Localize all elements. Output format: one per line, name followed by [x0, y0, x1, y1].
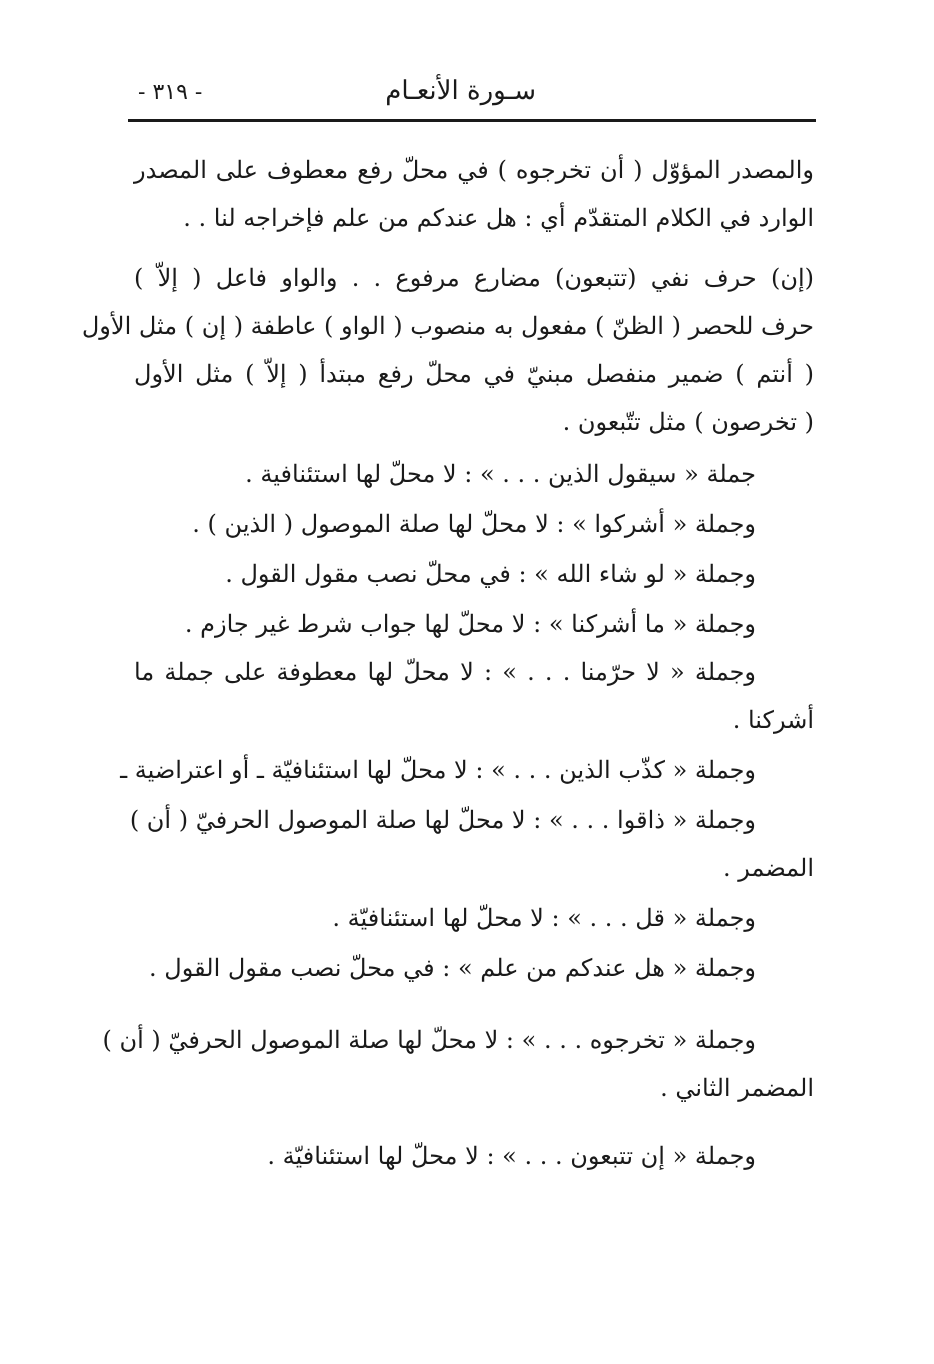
sentence-item: [332, 894, 756, 942]
paragraph-masdar: [134, 146, 814, 242]
header-divider: [128, 119, 816, 122]
sentence-item: [134, 648, 814, 744]
text-line: وجملة « أشركوا » : لا محلّ لها صلة الموصول ( الذين ) .: [192, 510, 756, 538]
page-number: - ٣١٩ -: [138, 80, 203, 105]
text-line: وجملة « ذاقوا . . . » : لا محلّ لها صلة الموصول الحرفيّ ( أن ): [129, 806, 756, 834]
sentence-item: [192, 500, 756, 548]
text-line: وجملة « هل عندكم من علم » : في محلّ نصب مقول القول .: [149, 954, 756, 982]
text-line: وجملة « لا حرّمنا . . . » : لا محلّ لها معطوفة على جملة ما: [134, 658, 756, 686]
text-line: وجملة « إن تتبعون . . . » : لا محلّ لها استئنافيّة .: [267, 1142, 756, 1170]
text-line: ( تخرصون ) مثل تتّبعون .: [562, 408, 814, 436]
sentence-item: [267, 1132, 756, 1180]
sentence-item: [120, 746, 756, 794]
text-line: ( أنتم ) ضمير منفصل مبنيّ في محلّ رفع مبتدأ ( إلاّ ) مثل الأول: [134, 360, 814, 388]
sentence-item: [129, 796, 814, 892]
text-line: وجملة « كذّب الذين . . . » : لا محلّ لها استئنافيّة ـ أو اعتراضية ـ: [120, 756, 756, 784]
text-line: وجملة « قل . . . » : لا محلّ لها استئنافيّة .: [332, 904, 756, 932]
text-line: وجملة « لو شاء الله » : في محلّ نصب مقول القول .: [225, 560, 756, 588]
text-line: (إن) حرف نفي (تتبعون) مضارع مرفوع . . والواو فاعل ( إلاّ ): [134, 264, 814, 292]
text-line: الوارد في الكلام المتقدّم أي : هل عندكم من علم فإخراجه لنا . .: [183, 204, 814, 232]
text-line: وجملة « تخرجوه . . . » : لا محلّ لها صلة الموصول الحرفيّ ( أن ): [102, 1026, 756, 1054]
surah-title: سـورة الأنعـام: [385, 76, 536, 106]
sentence-item: [149, 944, 756, 992]
sentence-item: [225, 550, 756, 598]
text-line: والمصدر المؤوّل ( أن تخرجوه ) في محلّ رفع معطوف على المصدر: [134, 156, 814, 184]
text-line: المضمر .: [722, 854, 814, 882]
sentence-item: [185, 600, 756, 648]
sentence-item: [102, 1016, 814, 1112]
text-line: جملة « سيقول الذين . . . » : لا محلّ لها استئنافية .: [245, 460, 756, 488]
text-line: حرف للحصر ( الظنّ ) مفعول به منصوب ( الواو ) عاطفة ( إن ) مثل الأول: [81, 312, 814, 340]
text-line: أشركنا .: [732, 706, 814, 734]
paragraph-irab: [81, 254, 814, 446]
sentence-item: [245, 450, 756, 498]
text-line: وجملة « ما أشركنا » : لا محلّ لها جواب شرط غير جازم .: [184, 610, 756, 638]
text-line: المضمر الثاني .: [660, 1074, 814, 1102]
page-header: [128, 76, 816, 116]
